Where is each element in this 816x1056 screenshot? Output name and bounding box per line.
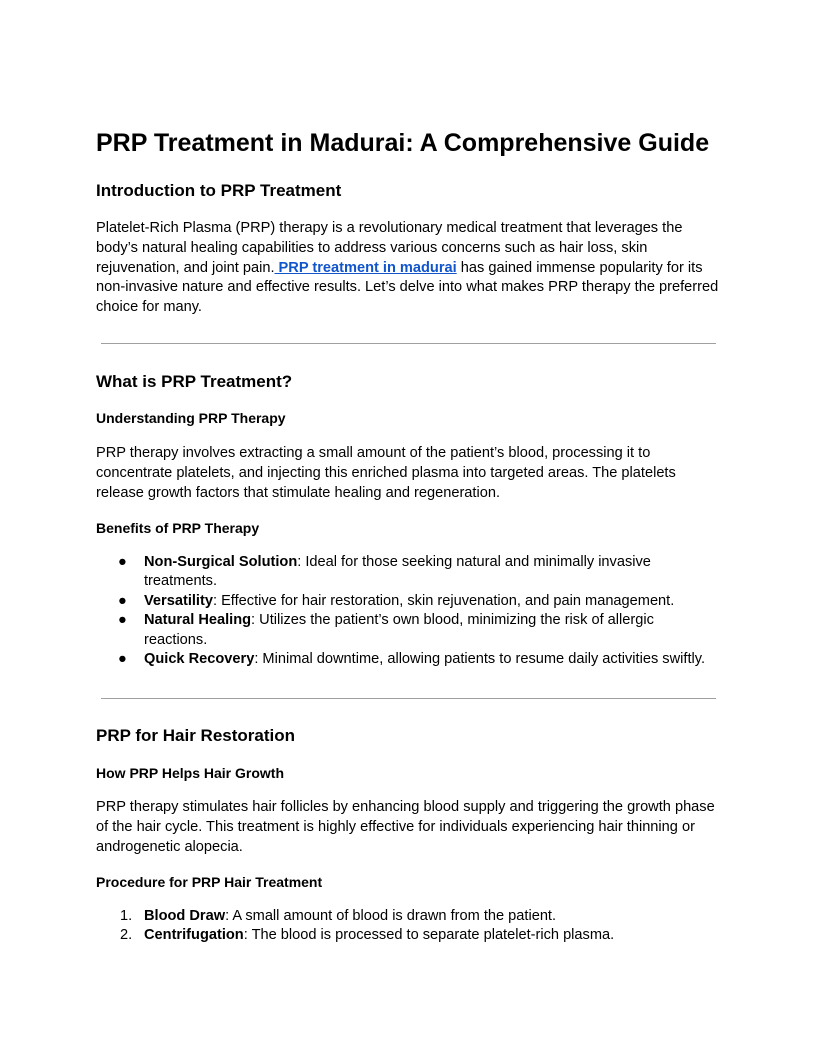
benefit-title: Natural Healing <box>144 612 252 629</box>
intro-text-before: Platelet-Rich Plasma (PRP) therapy is a revolutionary medical treatment that leverages the body’s natural healing capabilities to address various concerns such as hair loss, skin rejuvenation, and joint pain. <box>96 220 683 276</box>
benefit-text: : Effective for hair restoration, skin rejuvenation, and pain management. <box>212 592 675 609</box>
subheading-procedure: Procedure for PRP Hair Treatment <box>96 874 323 890</box>
bullet-icon: ● <box>118 592 127 609</box>
list-item <box>96 553 720 592</box>
page-title: PRP Treatment in Madurai: A Comprehensive Guide <box>96 129 710 157</box>
hair-growth-paragraph: PRP therapy stimulates hair follicles by enhancing blood supply and triggering the growth phase of the hair cycle. This treatment is highly effective for individuals experiencing hair thinning or androgenetic alopecia. <box>96 799 715 855</box>
bullet-icon: ● <box>118 554 127 570</box>
section-heading-hair: PRP for Hair Restoration <box>96 726 296 745</box>
subheading-understanding: Understanding PRP Therapy <box>96 410 286 426</box>
list-item <box>96 650 720 669</box>
bullet-icon: ● <box>118 612 127 629</box>
list-item <box>96 592 720 611</box>
divider <box>101 698 716 699</box>
benefits-list <box>96 553 720 669</box>
subheading-benefits: Benefits of PRP Therapy <box>96 520 260 536</box>
understanding-paragraph: PRP therapy involves extracting a small amount of the patient’s blood, processing it to concentrate platelets, and injecting this enriched plasma into targeted areas. The platelets release growth factors that stimulate healing and regeneration. <box>96 445 676 501</box>
step-number: 1. <box>120 908 133 924</box>
intro-text-after: has gained immense popularity for its non-invasive nature and effective results. Let’s delve into what makes PRP therapy the preferred choice for many. <box>96 259 719 316</box>
benefit-text: : Ideal for those seeking natural and minimally invasive treatments. <box>144 554 651 590</box>
intro-paragraph <box>96 219 720 318</box>
benefit-title: Versatility <box>144 592 213 609</box>
step-text: : The blood is processed to separate platelet-rich plasma. <box>243 927 615 944</box>
benefit-title: Non-Surgical Solution <box>144 554 298 570</box>
step-title: Centrifugation <box>144 927 244 944</box>
section-heading-intro: Introduction to PRP Treatment <box>96 181 342 200</box>
procedure-list <box>96 907 720 946</box>
divider <box>101 343 716 344</box>
section-heading-what: What is PRP Treatment? <box>96 372 293 391</box>
bullet-icon: ● <box>118 651 127 668</box>
list-item <box>96 926 720 945</box>
subheading-hair-growth: How PRP Helps Hair Growth <box>96 765 284 781</box>
list-item <box>96 907 720 926</box>
benefit-title: Quick Recovery <box>144 651 255 668</box>
benefit-text: : Utilizes the patient’s own blood, minimizing the risk of allergic reactions. <box>144 612 654 648</box>
benefit-text: : Minimal downtime, allowing patients to resume daily activities swiftly. <box>254 651 706 668</box>
step-number: 2. <box>120 927 133 944</box>
step-text: : A small amount of blood is drawn from the patient. <box>225 908 557 924</box>
step-title: Blood Draw <box>144 908 226 924</box>
prp-madurai-link[interactable]: PRP treatment in madurai <box>274 259 457 276</box>
list-item <box>96 611 720 650</box>
